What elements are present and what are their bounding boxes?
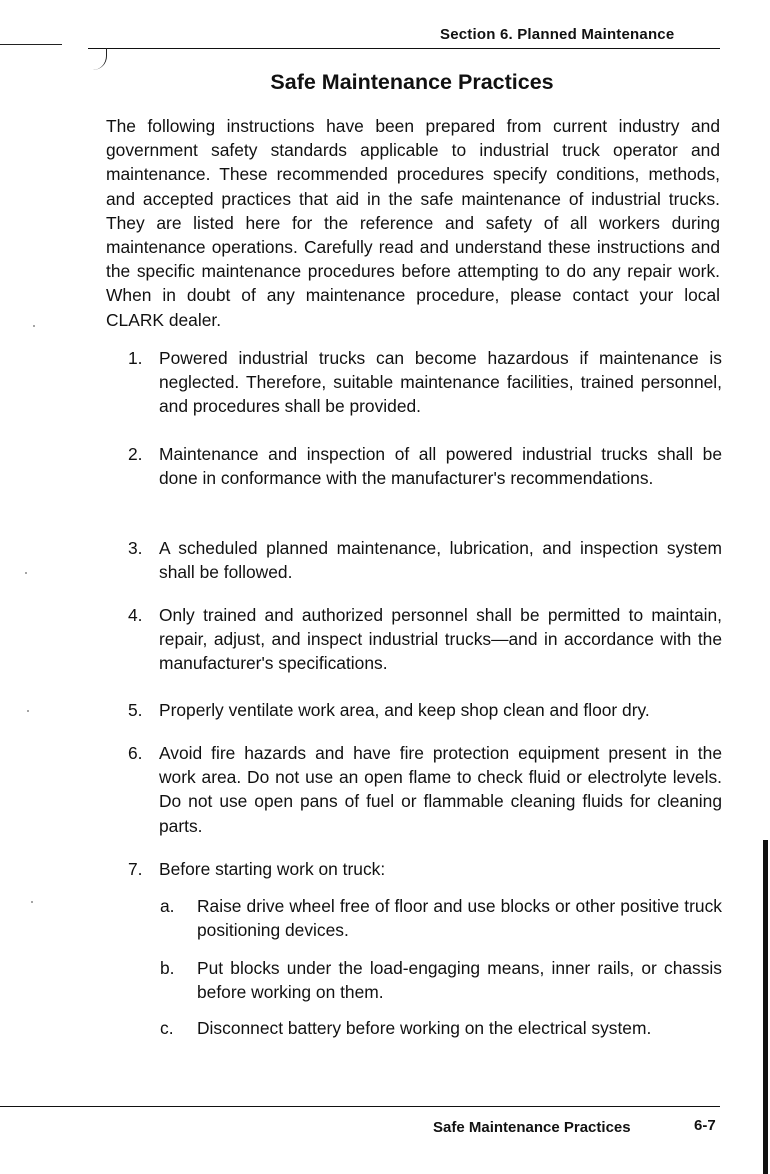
list-item-text: Properly ventilate work area, and keep shop clean and floor dry.	[159, 700, 650, 720]
scan-speck	[31, 901, 33, 903]
sub-list-item-text: Disconnect battery before working on the electrical system.	[197, 1018, 652, 1038]
sub-list-item	[160, 894, 722, 942]
list-item	[128, 442, 722, 490]
sub-list-item-letter: b.	[160, 958, 175, 978]
section-header: Section 6. Planned Maintenance	[440, 26, 675, 43]
sub-list-item-letter: c.	[160, 1018, 174, 1038]
page-curl-mark	[92, 48, 107, 70]
list-item-number: 6.	[128, 743, 143, 763]
page-title: Safe Maintenance Practices	[270, 70, 554, 94]
sub-list-item-letter: a.	[160, 896, 175, 916]
margin-rule	[0, 44, 62, 45]
footer-title: Safe Maintenance Practices	[433, 1119, 631, 1136]
list-item	[128, 603, 722, 676]
list-item-number: 3.	[128, 538, 143, 558]
header-rule	[88, 48, 720, 49]
list-item-text: Before starting work on truck:	[159, 859, 386, 879]
scan-speck	[25, 572, 27, 574]
list-item-number: 4.	[128, 605, 143, 625]
list-item	[128, 346, 722, 419]
list-item	[128, 741, 722, 838]
list-item	[128, 857, 722, 881]
list-item-number: 5.	[128, 700, 143, 720]
list-item-number: 1.	[128, 348, 143, 368]
intro-paragraph: The following instructions have been prepared from current industry and government safety standards applicable to industrial truck operator and maintenance. These recommended procedures specify conditions, methods, and accepted practices that aid in the safe maintenance of industrial trucks. They are listed here for the reference and safety of all workers during maintenance operations. Carefully read and understand these instructions and the specific maintenance procedures before attempting to do any repair work. When in doubt of any maintenance procedure, please contact your local CLARK dealer.	[106, 116, 720, 330]
list-item	[128, 698, 722, 722]
page-number: 6-7	[694, 1117, 716, 1134]
list-item-text: A scheduled planned maintenance, lubrication, and inspection system shall be followed.	[159, 538, 722, 583]
list-item-text: Avoid fire hazards and have fire protection equipment present in the work area. Do not use an open flame to check fluid or electrolyte levels. Do not use open pans of fuel or flammable cleaning fluids for cleaning parts.	[159, 743, 722, 836]
list-item-number: 7.	[128, 859, 143, 879]
sub-list-item	[160, 1016, 722, 1040]
scan-speck	[27, 710, 29, 712]
sub-list-item	[160, 956, 722, 1004]
sub-list-item-text: Put blocks under the load-engaging means, inner rails, or chassis before working on them.	[197, 958, 722, 1003]
list-item-text: Maintenance and inspection of all powered industrial trucks shall be done in conformance with the manufacturer's recommendations.	[159, 444, 722, 489]
list-item	[128, 536, 722, 584]
list-item-number: 2.	[128, 444, 143, 464]
list-item-text: Only trained and authorized personnel shall be permitted to maintain, repair, adjust, and inspect industrial trucks—and in accordance with the manufacturer's specifications.	[159, 605, 722, 674]
sub-list-item-text: Raise drive wheel free of floor and use blocks or other positive truck positioning devices.	[197, 896, 722, 941]
scan-edge-shadow	[763, 840, 768, 1174]
footer-rule	[0, 1106, 720, 1107]
list-item-text: Powered industrial trucks can become hazardous if maintenance is neglected. Therefore, suitable maintenance facilities, trained personnel, and procedures shall be provided.	[159, 348, 722, 417]
scan-speck	[33, 325, 35, 327]
